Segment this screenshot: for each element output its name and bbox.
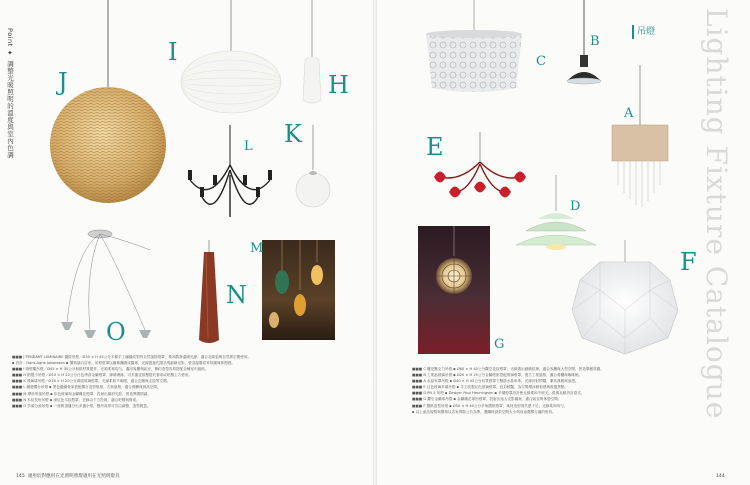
caption: ■■■ O 多頭分歧吊燈 ▪ 一座吸頂盤分出多盞小燈，懸吊高度可自由調整，造型輕盈。 bbox=[12, 403, 151, 408]
caption: ■■■ M 摩洛哥風吊燈 ▪ 彩色玻璃與金屬雕花燈罩，投射出繽紛光影，營造異國情調。 bbox=[12, 391, 151, 396]
label-l: L bbox=[244, 139, 253, 154]
label-f: F bbox=[680, 248, 697, 276]
vertical-title: Lighting Fixture Catalogue bbox=[700, 8, 733, 420]
caption: ■■■ G 鏤空金屬球吊燈 ▪ 金屬雕花球形燈罩，投射出迷人光影圖案，適合臥室與休憩空間。 bbox=[412, 397, 562, 402]
caption: ■■■ C 雕花壓克力吊燈 ▪ Ø60 × H 40公分鏤空花紋燈罩，光線透出細緻紋理，適合客廳與大型空間，營造華麗氛圍。 bbox=[412, 367, 604, 371]
caption: ■■■ E 紅色玻璃多頭吊燈 ▪ 手工吹製紅色玻璃燈罩，色彩鮮豔，為空間增添藝術感與視覺焦點。 bbox=[412, 385, 569, 390]
label-j: J bbox=[58, 68, 68, 96]
label-d: D bbox=[570, 199, 581, 214]
caption: ■■■ D PH 5 吊燈 ▪ Design: Poul Henningsen ▪ 多層燈罩設計使光線柔和不眩光，經典北歐設計款式。 bbox=[412, 391, 585, 396]
captions-right bbox=[412, 366, 737, 454]
footer-left-text: 適用於對應用在光照明照燈適用在光照明燈具 bbox=[27, 474, 120, 479]
caption: ■■■ B 工業風玻璃吊燈 ▪ Ø20 × H 25公分金屬燈座搭配玻璃燈罩，復古工業風格，適合餐廳與咖啡館。 bbox=[412, 373, 583, 378]
caption: ▪ 設計：Hans-Agne Jakobsson ▪ 價格請洽店家。吊燈燈罩以藤條纏繞成圓球，光線透過孔隙呈現細緻光影，營造溫馨居家氛圍與休閒感。 bbox=[12, 361, 235, 366]
page-number-left: 145 bbox=[16, 474, 25, 479]
caption: ■■■ K 玻璃球吊燈／Ø18 × H 20公分霧面玻璃燈罩，光線柔和不刺眼，適合玄關與走道等空間。 bbox=[12, 379, 171, 384]
caption: ■■■ L 鐵藝燭台吊燈 ▪ 黑色鍛鐵骨架搭配燭台造型燈座，古典風格，適合餐廳與挑高空間。 bbox=[12, 385, 161, 390]
origami-paper-lamp bbox=[560, 240, 690, 360]
page-number-right: 144 bbox=[716, 474, 725, 479]
caption: ■■■ F 摺紙造型吊燈 ▪ Ø50 × H 40公分多角摺紙燈罩，幾何造型現代感十足，光線柔和均勻。 bbox=[412, 403, 568, 408]
captions-left bbox=[12, 354, 367, 454]
wood-long-pendant bbox=[195, 240, 225, 350]
label-m: M bbox=[250, 241, 264, 256]
label-k: K bbox=[284, 120, 302, 148]
label-b: B bbox=[590, 34, 600, 49]
caption: ■■■ J PENDANT LUMINAIRE 圓燈吊燈／Ø35 × H 45公分木條手工編織成型的自然風格燈罩，柔和散發溫暖光線，適合北歐風與自然系空間使用。 bbox=[12, 355, 252, 359]
caption: ■■■ I 紙燈籠吊燈／Ø45 × H 30公分和紙材質製作，光源柔和均勻，適用客廳與臥室，簡約造型容易搭配各種室內風格。 bbox=[12, 367, 209, 372]
crystal-drum-lamp bbox=[606, 65, 676, 215]
caption: ▪ 以上產品規格與價格以店家實際公告為準，選購時請依空間大小與用途選擇合適的燈具。 bbox=[412, 409, 556, 414]
footer-left bbox=[16, 473, 120, 479]
label-o: O bbox=[106, 318, 126, 346]
left-section-tag: Point ✦ 調整光暖照明的溫度與室內色調 bbox=[6, 28, 14, 159]
moroccan-lamps-photo bbox=[262, 240, 335, 340]
section-tag: 吊燈 bbox=[632, 25, 655, 39]
label-a: A bbox=[624, 106, 634, 121]
white-cone-lamp bbox=[300, 0, 330, 110]
page-gutter bbox=[373, 0, 377, 485]
iron-chandelier bbox=[180, 125, 280, 225]
label-h: H bbox=[328, 71, 349, 99]
footer-right bbox=[716, 474, 725, 479]
caption: ■■■ N 木紋長形吊燈 ▪ 深紅色木紋燈罩，光線由下方投射，適合吧檯與餐桌。 bbox=[12, 397, 140, 402]
metal-ball-lamp-photo bbox=[418, 226, 490, 354]
caption: ■■■ H 鋁製小吊燈／Ø10 × H 22公分白色烤漆金屬燈罩，線條俐落，可多盞並排懸掛於餐桌或吧檯上方使用。 bbox=[12, 373, 193, 378]
label-g: G bbox=[494, 337, 505, 352]
label-n: N bbox=[226, 281, 247, 309]
label-i: I bbox=[168, 38, 178, 66]
caption: ■■■ A 水晶布罩吊燈 ▪ Ø40 × H 45公分布質燈罩下懸掛水晶串珠，光線折射閃耀，兼具典雅與浪漫。 bbox=[412, 379, 579, 384]
label-c: C bbox=[536, 54, 546, 69]
label-e: E bbox=[426, 133, 444, 161]
rattan-ball-lamp bbox=[40, 0, 180, 210]
lace-drum-lamp bbox=[418, 0, 538, 100]
paper-lantern-lamp bbox=[176, 0, 286, 120]
